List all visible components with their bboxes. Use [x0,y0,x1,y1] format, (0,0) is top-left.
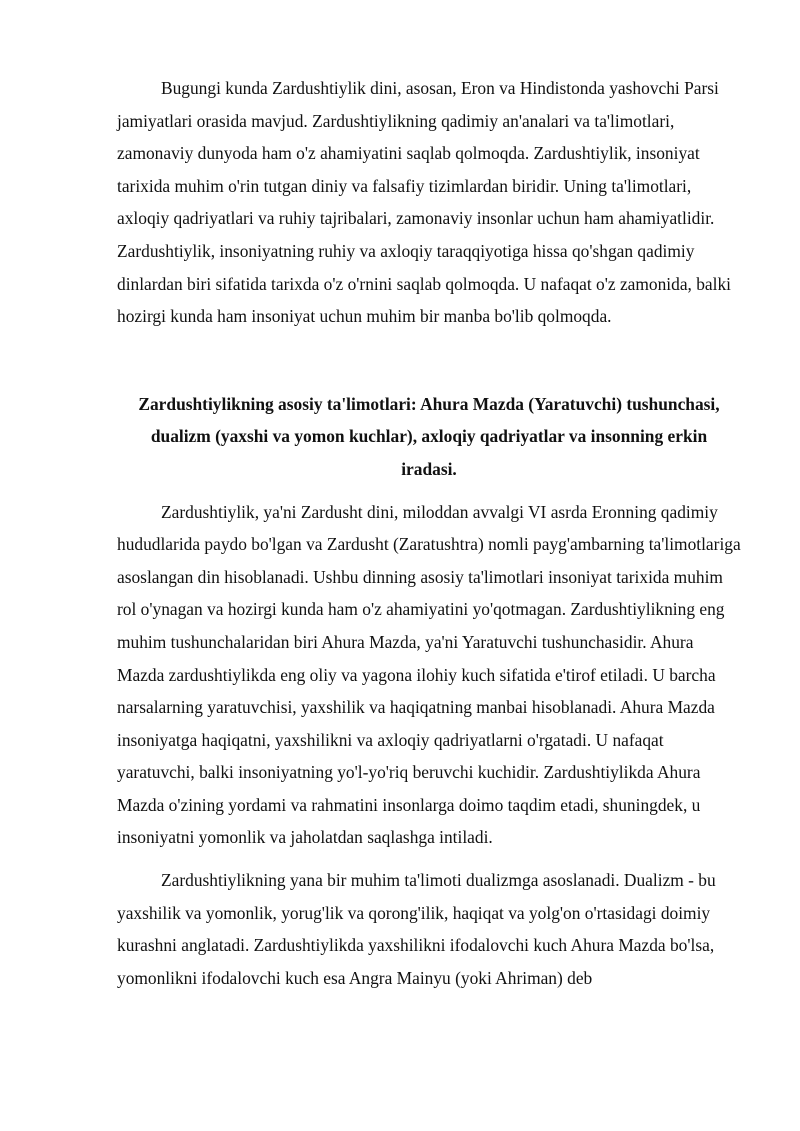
section-heading: Zardushtiylikning asosiy ta'limotlari: Ahura Mazda (Yaratuvchi) tushunchasi, dualizm (yaxshi va yomon kuchlar), axloqiy qadriyatlar va insonning erkin iradasi. [138,393,720,479]
intro-paragraph: Bugungi kunda Zardushtiylik dini, asosan, Eron va Hindistonda yashovchi Parsi jamiyatlari orasida mavjud. Zardushtiylikning qadimiy an'analari va ta'limotlari, zamonaviy dunyoda ham o'z ahamiyatini saqlab qolmoqda. Zardushtiylik, insoniyat tarixida muhim o'rin tutgan diniy va falsafiy tizimlardan biridir. Uning ta'limotlari, axloqiy qadriyatlari va ruhiy tajribalari, zamonaviy insonlar uchun ham ahamiyatlidir. Zardushtiylik, insoniyatning ruhiy va axloqiy taraqqiyotiga hissa qo'shgan qadimiy dinlardan biri sifatida tarixda o'z o'rnini saqlab qolmoqda. U nafaqat o'z zamonida, balki hozirgi kunda ham insoniyat uchun muhim bir manba bo'lib qolmoqda. [117,78,732,327]
body-paragraph: Zardushtiylik, ya'ni Zardusht dini, miloddan avvalgi VI asrda Eronning qadimiy hududlarida paydo bo'lgan va Zardusht (Zaratushtra) nomli payg'ambarning ta'limotlariga asoslangan din hisoblanadi. Ushbu dinning asosiy ta'limotlari insoniyat tarixida muhim rol o'ynagan va hozirgi kunda ham o'z ahamiyatini yo'qotmagan. Zardushtiylikning eng muhim tushunchalaridan biri Ahura Mazda, ya'ni Yaratuvchi tushunchasidir. Ahura Mazda zardushtiylikda eng oliy va yagona ilohiy kuch sifatida e'tirof etiladi. U barcha narsalarning yaratuvchisi, yaxshilik va haqiqatning manbai hisoblanadi. Ahura Mazda insoniyatga haqiqatni, yaxshilikni va axloqiy qadriyatlarni o'rgatadi. U nafaqat yaratuvchi, balki insoniyatning yo'l-yo'riq beruvchi kuchidir. Zardushtiylikda Ahura Mazda o'zining yordami va rahmatini insonlarga doimo taqdim etadi, shuningdek, u insoniyatni yomonlik va jaholatdan saqlashga intiladi. [117,501,741,848]
document-page [117,72,741,994]
body-paragraph: Zardushtiylikning yana bir muhim ta'limoti dualizmga asoslanadi. Dualizm - bu yaxshilik va yomonlik, yorug'lik va qorong'ilik, haqiqat va yolg'on o'rtasidagi doimiy kurashni anglatadi. Zardushtiylikda yaxshilikni ifodalovchi kuch Ahura Mazda bo'lsa, yomonlikni ifodalovchi kuch esa Angra Mainyu (yoki Ahriman) deb [117,870,716,988]
